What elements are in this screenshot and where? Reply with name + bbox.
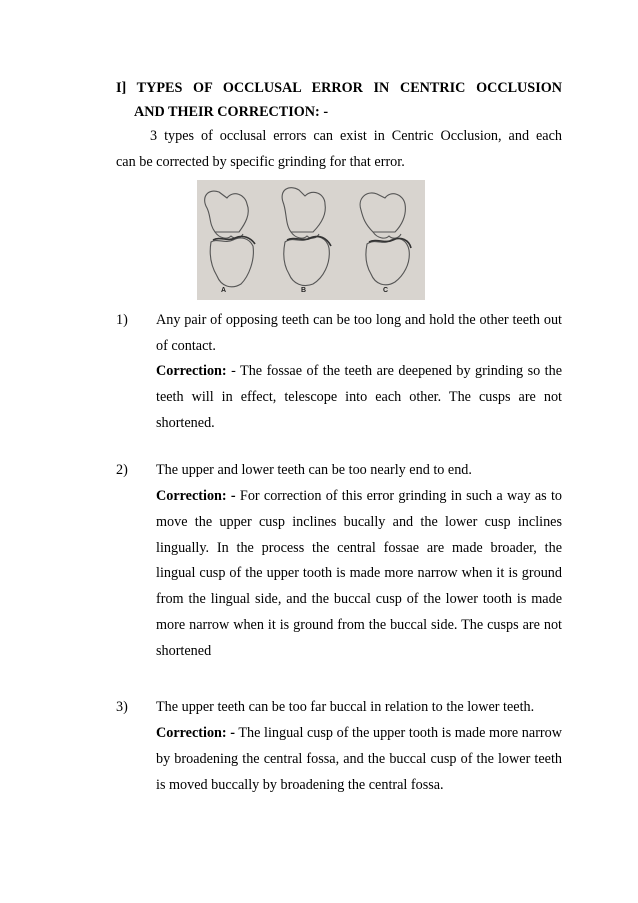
list-item-statement: Any pair of opposing teeth can be too long and hold the other teeth out of contact.: [156, 312, 562, 354]
correction-label: Correction:: [156, 363, 227, 379]
correction-label: Correction: -: [156, 725, 235, 741]
correction-text: The lingual cusp of the upper tooth is made more narrow by broadening the central fossa, and the buccal cusp of the lower teeth is moved buccally by broadening the central fossa.: [156, 725, 562, 793]
figure-label-a: A: [221, 287, 227, 294]
correction-paragraph: [156, 359, 562, 436]
list-item-statement: The upper and lower teeth can be too nearly end to end.: [156, 462, 472, 478]
teeth-diagram-illustration: [197, 180, 425, 300]
list-item-number: 2): [116, 462, 128, 478]
section-heading-line1: I] TYPES OF OCCLUSAL ERROR IN CENTRIC OCCLUSION: [116, 80, 562, 96]
occlusion-figure: [197, 180, 425, 300]
list-item-number: 1): [116, 312, 128, 328]
correction-label: Correction: -: [156, 488, 236, 504]
intro-paragraph-line2: can be corrected by specific grinding for that error.: [116, 154, 405, 170]
figure-label-b: B: [301, 287, 307, 294]
section-heading-line2: AND THEIR CORRECTION: -: [134, 104, 329, 120]
correction-text: - The fossae of the teeth are deepened by grinding so the teeth will in effect, telescope into each other. The cusps are not shortened.: [156, 363, 562, 431]
intro-paragraph-line1: 3 types of occlusal errors can exist in Centric Occlusion, and each: [150, 128, 562, 144]
correction-paragraph: [156, 721, 562, 798]
list-item-number: 3): [116, 699, 128, 715]
list-item-statement: The upper teeth can be too far buccal in relation to the lower teeth.: [156, 699, 535, 715]
figure-label-c: C: [383, 287, 389, 294]
correction-paragraph: [156, 484, 562, 665]
correction-text: For correction of this error grinding in such a way as to move the upper cusp inclines bucally and the lower cusp inclines lingually. In the process the central fossae are made broader, the lingual cusp of the upper tooth is made more narrow when it is ground from the lingual side, and the buccal cusp of the lower tooth is made more narrow when it is ground from the buccal side. The cusps are not shortened: [156, 488, 562, 659]
